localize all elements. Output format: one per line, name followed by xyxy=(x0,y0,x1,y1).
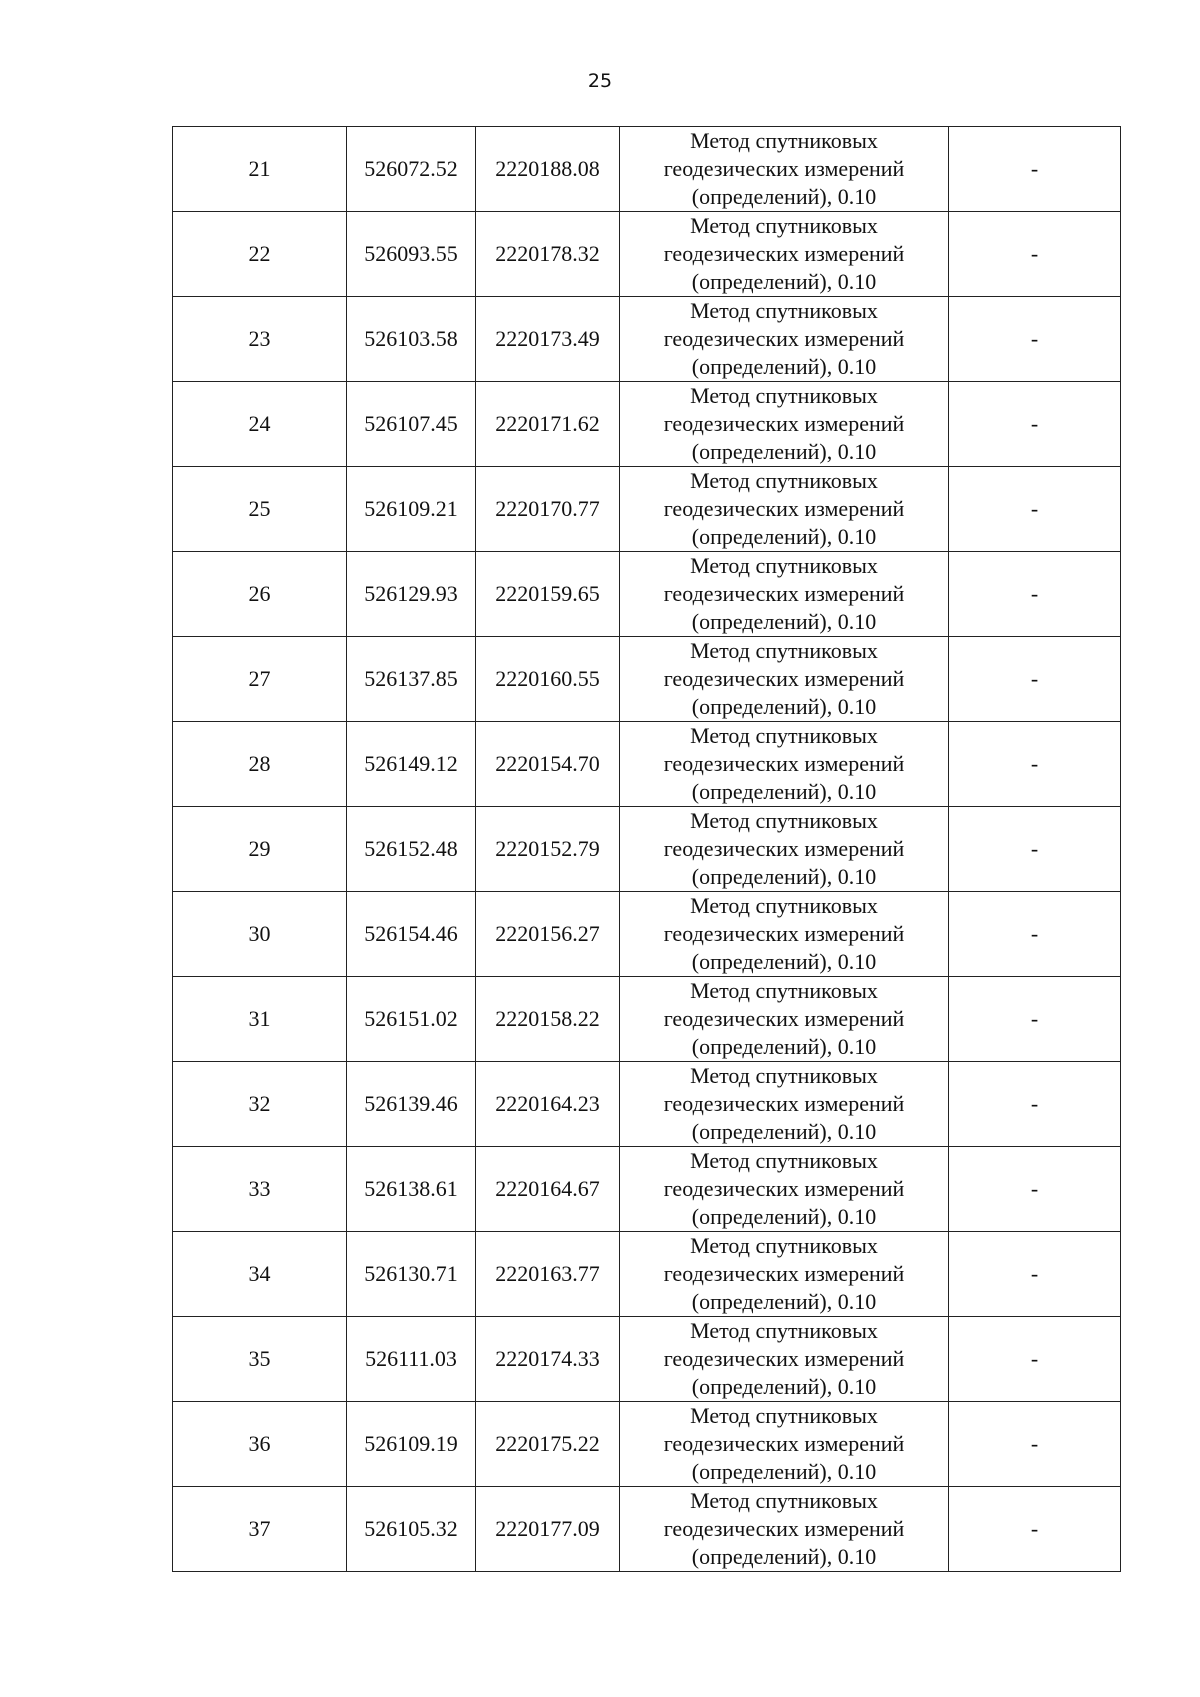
table-row xyxy=(173,552,1121,637)
method-text-line2: геодезических измерений xyxy=(663,1091,905,1116)
method-text-line3: (определений), 0.10 xyxy=(691,864,877,889)
point-number-cell: 35 xyxy=(173,1317,347,1402)
y-coordinate-cell: 2220164.23 xyxy=(476,1062,620,1147)
x-coordinate-cell: 526137.85 xyxy=(347,637,476,722)
point-number-cell: 37 xyxy=(173,1487,347,1572)
method-cell xyxy=(620,127,949,212)
method-text-line3: (определений), 0.10 xyxy=(691,354,877,379)
method-cell xyxy=(620,1487,949,1572)
table-row xyxy=(173,127,1121,212)
method-cell xyxy=(620,1147,949,1232)
method-text-line1: Метод спутниковых xyxy=(690,1318,878,1343)
method-text-line2: геодезических измерений xyxy=(663,496,905,521)
method-cell xyxy=(620,212,949,297)
description-cell: - xyxy=(949,1487,1121,1572)
method-text-line3: (определений), 0.10 xyxy=(691,779,877,804)
x-coordinate-cell: 526130.71 xyxy=(347,1232,476,1317)
table-row xyxy=(173,467,1121,552)
description-cell: - xyxy=(949,127,1121,212)
table-row xyxy=(173,1317,1121,1402)
y-coordinate-cell: 2220173.49 xyxy=(476,297,620,382)
point-number-cell: 24 xyxy=(173,382,347,467)
x-coordinate-cell: 526138.61 xyxy=(347,1147,476,1232)
x-coordinate-cell: 526139.46 xyxy=(347,1062,476,1147)
description-cell: - xyxy=(949,297,1121,382)
x-coordinate-cell: 526154.46 xyxy=(347,892,476,977)
y-coordinate-cell: 2220188.08 xyxy=(476,127,620,212)
method-cell xyxy=(620,297,949,382)
method-text-line1: Метод спутниковых xyxy=(690,383,878,408)
description-cell: - xyxy=(949,807,1121,892)
method-text-line2: геодезических измерений xyxy=(663,836,905,861)
point-number-cell: 26 xyxy=(173,552,347,637)
x-coordinate-cell: 526105.32 xyxy=(347,1487,476,1572)
method-text-line2: геодезических измерений xyxy=(663,1431,905,1456)
method-text-line2: геодезических измерений xyxy=(663,326,905,351)
page-number: 25 xyxy=(587,70,613,92)
method-text-line1: Метод спутниковых xyxy=(690,1233,878,1258)
point-number-cell: 29 xyxy=(173,807,347,892)
point-number-cell: 25 xyxy=(173,467,347,552)
x-coordinate-cell: 526152.48 xyxy=(347,807,476,892)
method-text-line1: Метод спутниковых xyxy=(690,1148,878,1173)
method-text-line2: геодезических измерений xyxy=(663,581,905,606)
point-number-cell: 33 xyxy=(173,1147,347,1232)
method-text-line2: геодезических измерений xyxy=(663,921,905,946)
table-row xyxy=(173,722,1121,807)
point-number-cell: 21 xyxy=(173,127,347,212)
x-coordinate-cell: 526129.93 xyxy=(347,552,476,637)
method-cell xyxy=(620,1232,949,1317)
description-cell: - xyxy=(949,722,1121,807)
method-cell xyxy=(620,1062,949,1147)
y-coordinate-cell: 2220159.65 xyxy=(476,552,620,637)
y-coordinate-cell: 2220160.55 xyxy=(476,637,620,722)
method-text-line2: геодезических измерений xyxy=(663,1261,905,1286)
description-cell: - xyxy=(949,892,1121,977)
table-row xyxy=(173,977,1121,1062)
method-text-line1: Метод спутниковых xyxy=(690,1063,878,1088)
y-coordinate-cell: 2220164.67 xyxy=(476,1147,620,1232)
method-text-line3: (определений), 0.10 xyxy=(691,1289,877,1314)
method-text-line3: (определений), 0.10 xyxy=(691,949,877,974)
method-text-line1: Метод спутниковых xyxy=(690,638,878,663)
method-text-line1: Метод спутниковых xyxy=(690,978,878,1003)
y-coordinate-cell: 2220156.27 xyxy=(476,892,620,977)
method-text-line3: (определений), 0.10 xyxy=(691,1034,877,1059)
method-text-line3: (определений), 0.10 xyxy=(691,184,877,209)
y-coordinate-cell: 2220163.77 xyxy=(476,1232,620,1317)
method-text-line1: Метод спутниковых xyxy=(690,1488,878,1513)
table-row xyxy=(173,1147,1121,1232)
x-coordinate-cell: 526072.52 xyxy=(347,127,476,212)
x-coordinate-cell: 526109.21 xyxy=(347,467,476,552)
method-text-line3: (определений), 0.10 xyxy=(691,609,877,634)
method-text-line3: (определений), 0.10 xyxy=(691,1204,877,1229)
method-text-line1: Метод спутниковых xyxy=(690,893,878,918)
method-text-line2: геодезических измерений xyxy=(663,1346,905,1371)
point-number-cell: 22 xyxy=(173,212,347,297)
description-cell: - xyxy=(949,977,1121,1062)
method-text-line3: (определений), 0.10 xyxy=(691,1544,877,1569)
method-text-line1: Метод спутниковых xyxy=(690,298,878,323)
point-number-cell: 36 xyxy=(173,1402,347,1487)
method-cell xyxy=(620,1317,949,1402)
point-number-cell: 30 xyxy=(173,892,347,977)
y-coordinate-cell: 2220154.70 xyxy=(476,722,620,807)
x-coordinate-cell: 526109.19 xyxy=(347,1402,476,1487)
method-text-line1: Метод спутниковых xyxy=(690,1403,878,1428)
x-coordinate-cell: 526103.58 xyxy=(347,297,476,382)
point-number-cell: 32 xyxy=(173,1062,347,1147)
y-coordinate-cell: 2220178.32 xyxy=(476,212,620,297)
table-row xyxy=(173,382,1121,467)
y-coordinate-cell: 2220174.33 xyxy=(476,1317,620,1402)
coordinates-table xyxy=(172,126,1121,1572)
method-text-line2: геодезических измерений xyxy=(663,1176,905,1201)
method-cell xyxy=(620,722,949,807)
y-coordinate-cell: 2220177.09 xyxy=(476,1487,620,1572)
point-number-cell: 28 xyxy=(173,722,347,807)
method-cell xyxy=(620,892,949,977)
method-text-line1: Метод спутниковых xyxy=(690,213,878,238)
description-cell: - xyxy=(949,212,1121,297)
y-coordinate-cell: 2220152.79 xyxy=(476,807,620,892)
method-cell xyxy=(620,552,949,637)
point-number-cell: 27 xyxy=(173,637,347,722)
x-coordinate-cell: 526111.03 xyxy=(347,1317,476,1402)
y-coordinate-cell: 2220175.22 xyxy=(476,1402,620,1487)
table-row xyxy=(173,807,1121,892)
coordinates-table-body xyxy=(173,127,1121,1572)
method-text-line1: Метод спутниковых xyxy=(690,128,878,153)
description-cell: - xyxy=(949,1062,1121,1147)
method-text-line3: (определений), 0.10 xyxy=(691,1374,877,1399)
table-row xyxy=(173,1487,1121,1572)
y-coordinate-cell: 2220170.77 xyxy=(476,467,620,552)
description-cell: - xyxy=(949,1317,1121,1402)
method-text-line2: геодезических измерений xyxy=(663,411,905,436)
table-row xyxy=(173,1232,1121,1317)
method-text-line3: (определений), 0.10 xyxy=(691,1459,877,1484)
x-coordinate-cell: 526107.45 xyxy=(347,382,476,467)
method-text-line2: геодезических измерений xyxy=(663,156,905,181)
point-number-cell: 23 xyxy=(173,297,347,382)
table-row xyxy=(173,637,1121,722)
x-coordinate-cell: 526149.12 xyxy=(347,722,476,807)
y-coordinate-cell: 2220158.22 xyxy=(476,977,620,1062)
method-cell xyxy=(620,807,949,892)
method-cell xyxy=(620,1402,949,1487)
description-cell: - xyxy=(949,552,1121,637)
method-text-line1: Метод спутниковых xyxy=(690,723,878,748)
point-number-cell: 31 xyxy=(173,977,347,1062)
x-coordinate-cell: 526093.55 xyxy=(347,212,476,297)
table-row xyxy=(173,1062,1121,1147)
y-coordinate-cell: 2220171.62 xyxy=(476,382,620,467)
method-text-line2: геодезических измерений xyxy=(663,751,905,776)
method-text-line1: Метод спутниковых xyxy=(690,553,878,578)
method-text-line3: (определений), 0.10 xyxy=(691,269,877,294)
method-text-line3: (определений), 0.10 xyxy=(691,1119,877,1144)
method-text-line2: геодезических измерений xyxy=(663,666,905,691)
description-cell: - xyxy=(949,467,1121,552)
method-cell xyxy=(620,467,949,552)
method-cell xyxy=(620,637,949,722)
x-coordinate-cell: 526151.02 xyxy=(347,977,476,1062)
description-cell: - xyxy=(949,382,1121,467)
method-text-line2: геодезических измерений xyxy=(663,1516,905,1541)
method-text-line3: (определений), 0.10 xyxy=(691,439,877,464)
table-row xyxy=(173,892,1121,977)
method-text-line2: геодезических измерений xyxy=(663,1006,905,1031)
method-cell xyxy=(620,382,949,467)
method-text-line1: Метод спутниковых xyxy=(690,468,878,493)
method-text-line2: геодезических измерений xyxy=(663,241,905,266)
description-cell: - xyxy=(949,1232,1121,1317)
description-cell: - xyxy=(949,637,1121,722)
table-row xyxy=(173,297,1121,382)
table-row xyxy=(173,1402,1121,1487)
description-cell: - xyxy=(949,1402,1121,1487)
method-text-line3: (определений), 0.10 xyxy=(691,524,877,549)
method-text-line3: (определений), 0.10 xyxy=(691,694,877,719)
description-cell: - xyxy=(949,1147,1121,1232)
table-row xyxy=(173,212,1121,297)
method-cell xyxy=(620,977,949,1062)
method-text-line1: Метод спутниковых xyxy=(690,808,878,833)
point-number-cell: 34 xyxy=(173,1232,347,1317)
